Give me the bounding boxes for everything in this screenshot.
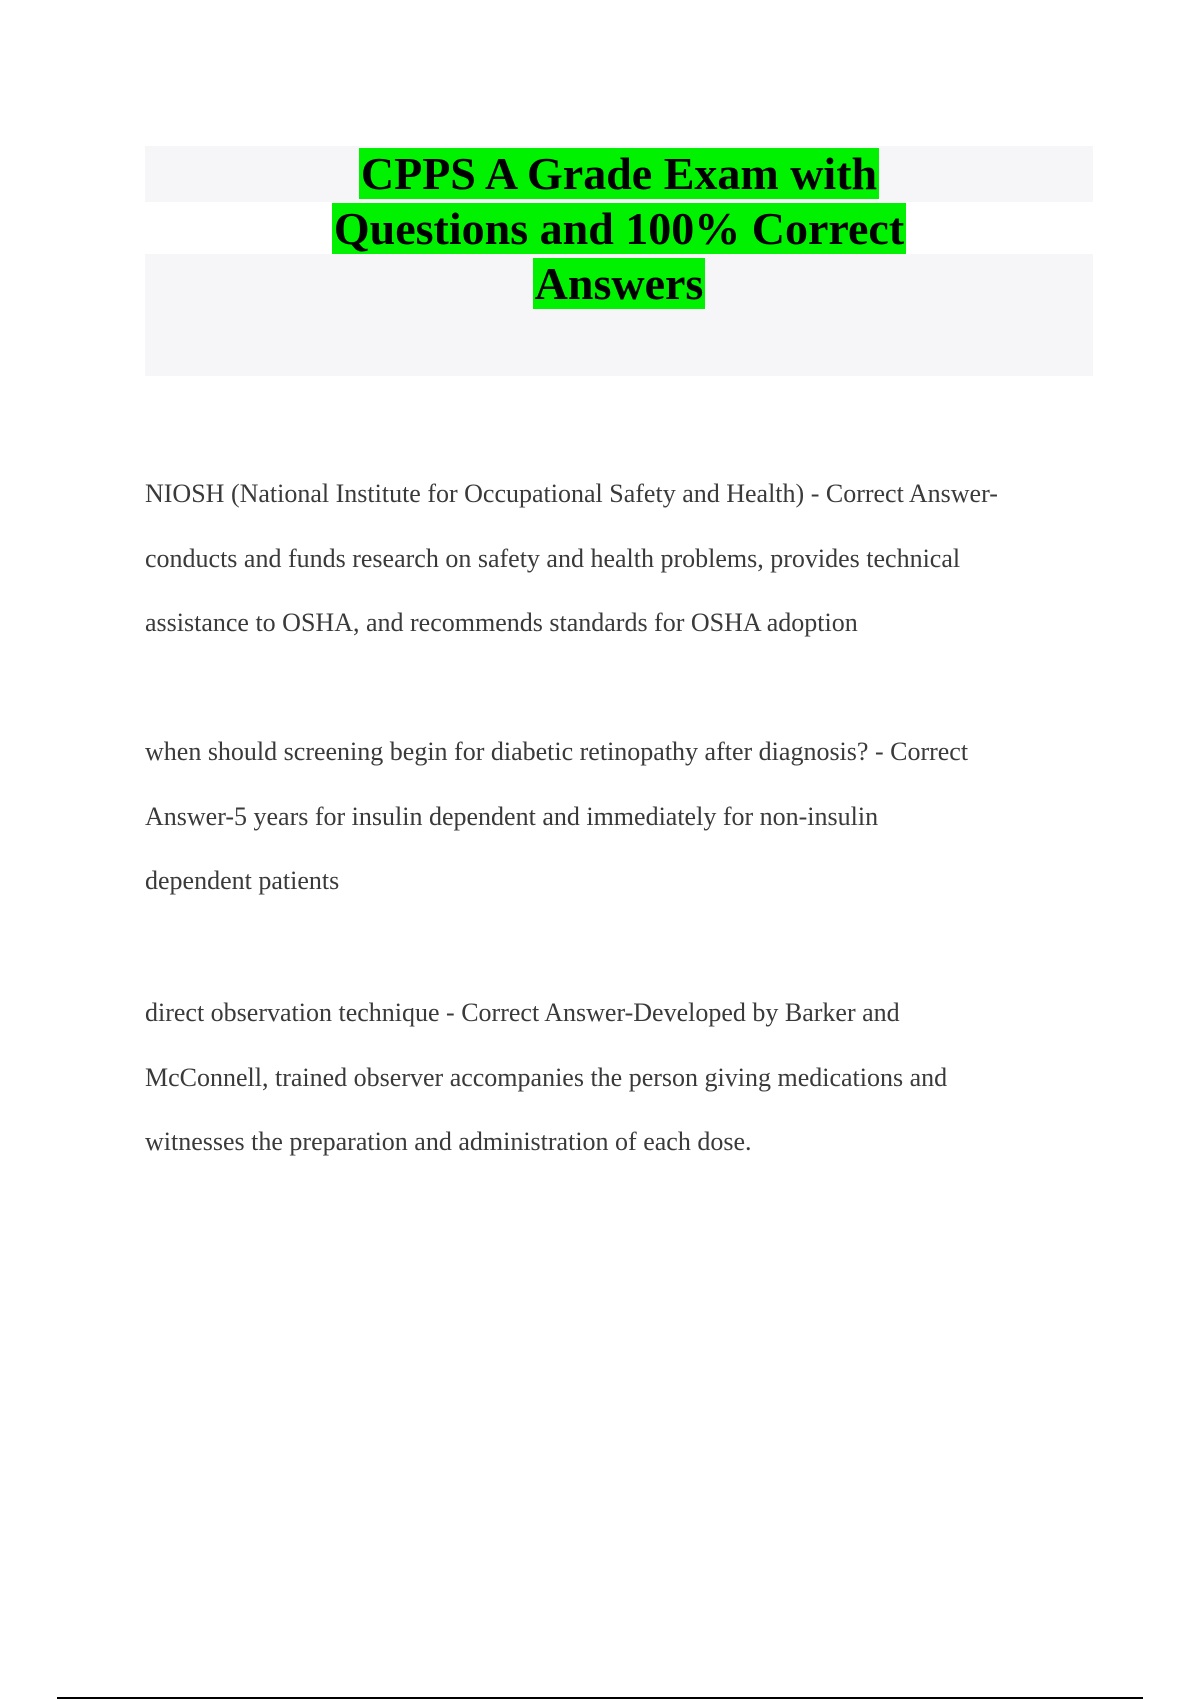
title-line-1 xyxy=(145,146,1093,201)
qa-entry-line: witnesses the preparation and administration of each dose. xyxy=(145,1127,752,1156)
title-line-2 xyxy=(145,201,1093,256)
qa-entry-line: dependent patients xyxy=(145,866,340,895)
qa-entry-line: direct observation technique - Correct Answer-Developed by Barker and xyxy=(145,998,900,1027)
qa-entry-line: assistance to OSHA, and recommends standards for OSHA adoption xyxy=(145,608,858,637)
footer-rule xyxy=(57,1697,1143,1699)
title-line-3 xyxy=(145,256,1093,311)
title-line-2-text: Questions and 100% Correct xyxy=(333,203,905,254)
qa-entry-line: McConnell, trained observer accompanies the person giving medications and xyxy=(145,1062,948,1092)
qa-entry-direct-observation xyxy=(145,981,1105,1175)
qa-entry-line: Answer-5 years for insulin dependent and immediately for non-insulin xyxy=(145,801,879,831)
page-title xyxy=(145,146,1093,311)
qa-entry-niosh xyxy=(145,462,1105,656)
title-line-1-text: CPPS A Grade Exam with xyxy=(360,148,878,199)
qa-entry-line: when should screening begin for diabetic retinopathy after diagnosis? - Correct xyxy=(145,737,969,766)
title-line-3-text: Answers xyxy=(534,258,704,309)
qa-entry-line: conducts and funds research on safety and health problems, provides technical xyxy=(145,543,961,573)
qa-entry-diabetic-retinopathy xyxy=(145,720,1105,914)
qa-entry-line: NIOSH (National Institute for Occupational Safety and Health) - Correct Answer- xyxy=(145,479,998,508)
